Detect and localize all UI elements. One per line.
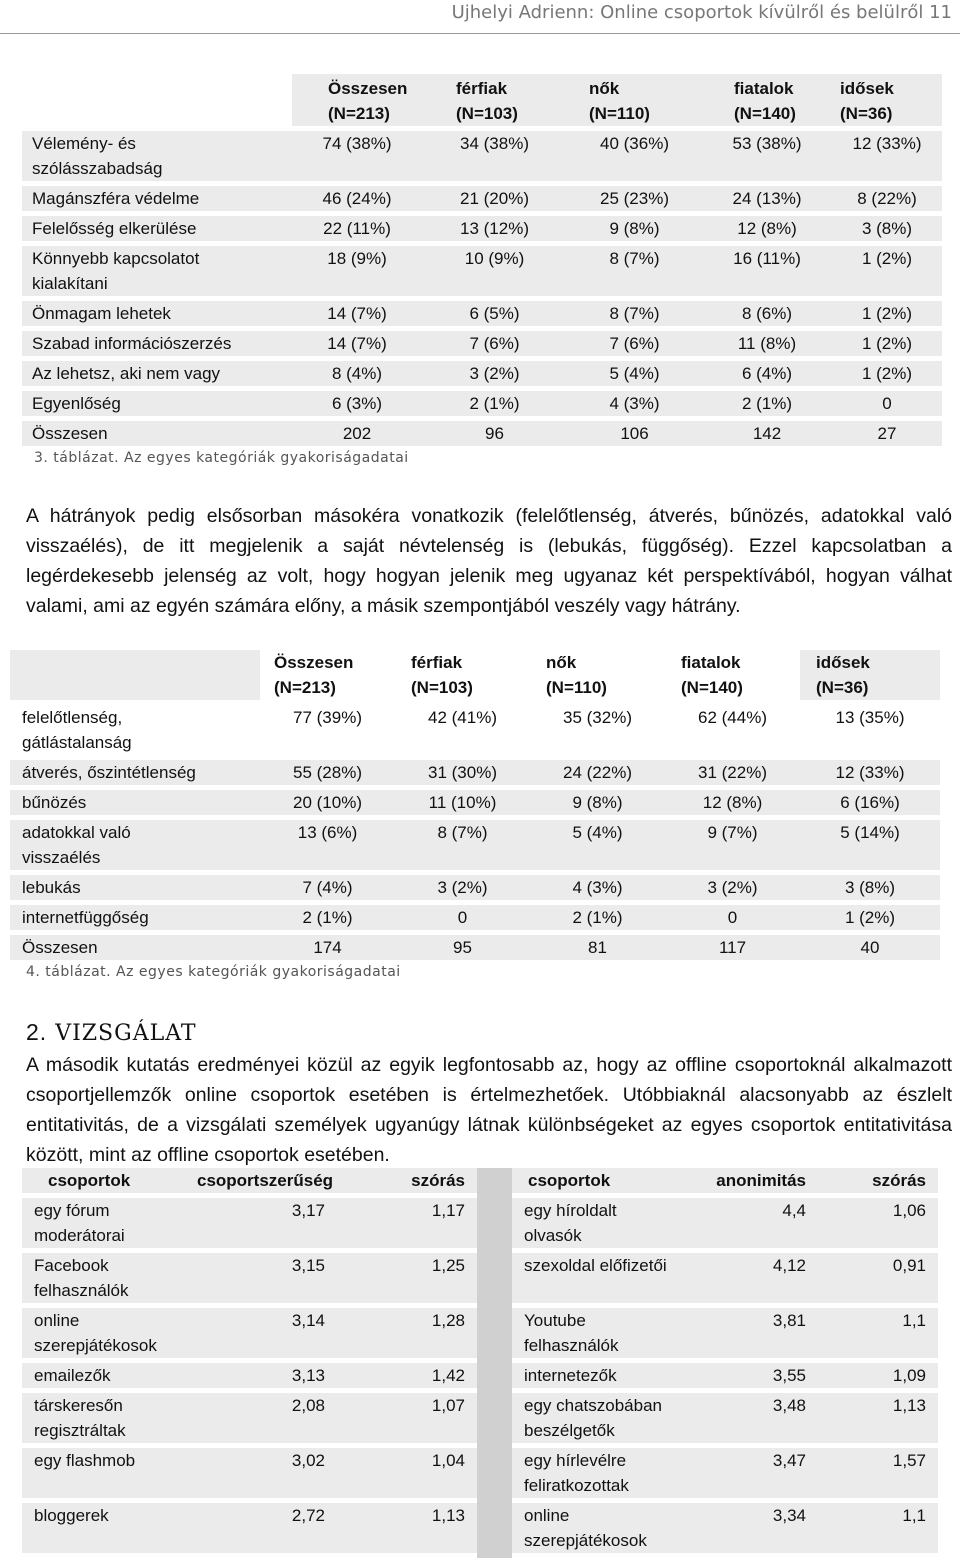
table-column-header: fiatalok (N=140) [702, 74, 832, 131]
table-column-header: csoportok [22, 1168, 197, 1198]
cell-value: 9 (8%) [567, 216, 702, 246]
table-row [10, 820, 940, 875]
row-label: Összesen [10, 935, 260, 965]
section-title: VIZSGÁLAT [55, 1021, 197, 1046]
table-column-header: férfiak (N=103) [422, 74, 567, 131]
sd-value: 1,17 [337, 1198, 477, 1253]
cohesion-value: 3,02 [197, 1448, 337, 1503]
cell-value: 1 (2%) [832, 301, 942, 331]
body-paragraph: A hátrányok pedig elsősorban másokéra vonatkozik (felelőtlenség, átverés, bűnözés, adatokkal való visszaélés), de itt megjelenik a saját névtelenség is (lebukás, függőség). Ezzel kapcsolatban a legérdekesebb jelenség az volt, hogy hogyan jelenik meg ugyanaz két perspektívából, hogyan válhat valami, ami az egyén számára előny, a másik szempontjából veszély vagy hátrány. [26, 505, 952, 617]
table-row [22, 216, 942, 246]
table-row [10, 875, 940, 905]
table-divider [477, 1448, 512, 1503]
table-row [22, 301, 942, 331]
row-label: Összesen [22, 421, 292, 451]
cell-value: 12 (8%) [702, 216, 832, 246]
table-caption: 4. táblázat. Az egyes kategóriák gyakoriságadatai [26, 964, 401, 980]
table-divider [477, 1393, 512, 1448]
cell-value: 31 (30%) [395, 760, 530, 790]
cell-value: 12 (33%) [832, 131, 942, 186]
group-name: Youtube felhasználók [512, 1308, 698, 1363]
group-name: egy chatszobában beszélgetők [512, 1393, 698, 1448]
table-advantages [22, 74, 942, 451]
cell-value: 7 (6%) [422, 331, 567, 361]
table-divider [477, 1308, 512, 1363]
table-row [10, 905, 940, 935]
group-name: online szerepjátékosok [512, 1503, 698, 1558]
row-label: Könnyebb kapcsolatot kialakítani [22, 246, 292, 301]
table-group-ratings [22, 1168, 938, 1558]
table-row [10, 790, 940, 820]
table-column-header: Összesen (N=213) [260, 650, 395, 705]
cohesion-value: 3,14 [197, 1308, 337, 1363]
cell-value: 81 [530, 935, 665, 965]
table-total-row [10, 935, 940, 965]
table-column-header: idősek (N=36) [832, 74, 942, 131]
cell-value: 13 (35%) [800, 705, 940, 760]
cell-value: 13 (6%) [260, 820, 395, 875]
cell-value: 2 (1%) [702, 391, 832, 421]
row-label: Önmagam lehetek [22, 301, 292, 331]
cell-value: 142 [702, 421, 832, 451]
cohesion-value: 2,08 [197, 1393, 337, 1448]
table-column-header: férfiak (N=103) [395, 650, 530, 705]
sd-value: 1,09 [818, 1363, 938, 1393]
sd-value: 1,57 [818, 1448, 938, 1503]
cell-value: 77 (39%) [260, 705, 395, 760]
row-label: internetfüggőség [10, 905, 260, 935]
table-row [22, 1253, 938, 1308]
cell-value: 35 (32%) [530, 705, 665, 760]
anonymity-value: 3,47 [698, 1448, 818, 1503]
cell-value: 5 (4%) [530, 820, 665, 875]
table-column-header: szórás [818, 1168, 938, 1198]
row-label: Felelősség elkerülése [22, 216, 292, 246]
row-label: Magánszféra védelme [22, 186, 292, 216]
row-label: Egyenlőség [22, 391, 292, 421]
table-row [22, 391, 942, 421]
cell-value: 14 (7%) [292, 301, 422, 331]
cell-value: 8 (7%) [567, 301, 702, 331]
cell-value: 8 (22%) [832, 186, 942, 216]
cell-value: 55 (28%) [260, 760, 395, 790]
cell-value: 6 (16%) [800, 790, 940, 820]
group-name: internetezők [512, 1363, 698, 1393]
table-column-header: anonimitás [698, 1168, 818, 1198]
cell-value: 20 (10%) [260, 790, 395, 820]
cell-value: 11 (8%) [702, 331, 832, 361]
cell-value: 8 (4%) [292, 361, 422, 391]
table-row [22, 1308, 938, 1363]
anonymity-value: 3,48 [698, 1393, 818, 1448]
cell-value: 11 (10%) [395, 790, 530, 820]
table-header-spacer [22, 74, 292, 131]
cell-value: 74 (38%) [292, 131, 422, 186]
table-column-header: csoportok [512, 1168, 698, 1198]
cell-value: 3 (2%) [665, 875, 800, 905]
cell-value: 2 (1%) [260, 905, 395, 935]
cell-value: 25 (23%) [567, 186, 702, 216]
group-name: társkeresőn regisztráltak [22, 1393, 197, 1448]
row-label: átverés, őszintétlenség [10, 760, 260, 790]
cell-value: 0 [395, 905, 530, 935]
table-row [22, 1448, 938, 1503]
table-row [22, 361, 942, 391]
row-label: bűnözés [10, 790, 260, 820]
sd-value: 1,04 [337, 1448, 477, 1503]
anonymity-value: 3,34 [698, 1503, 818, 1558]
cell-value: 42 (41%) [395, 705, 530, 760]
row-label: Szabad információszerzés [22, 331, 292, 361]
table-divider [477, 1253, 512, 1308]
cell-value: 96 [422, 421, 567, 451]
cell-value: 40 (36%) [567, 131, 702, 186]
cell-value: 6 (5%) [422, 301, 567, 331]
cell-value: 6 (3%) [292, 391, 422, 421]
table-divider [477, 1503, 512, 1558]
group-name: szexoldal előfizetői [512, 1253, 698, 1308]
table-divider [477, 1168, 512, 1198]
table-column-header: csoportszerűség [197, 1168, 337, 1198]
sd-value: 1,25 [337, 1253, 477, 1308]
group-name: emailezők [22, 1363, 197, 1393]
group-name: egy flashmob [22, 1448, 197, 1503]
cell-value: 3 (8%) [800, 875, 940, 905]
cohesion-value: 3,15 [197, 1253, 337, 1308]
row-label: adatokkal való visszaélés [10, 820, 260, 875]
row-label: Vélemény- és szólásszabadság [22, 131, 292, 186]
table-disadvantages [10, 650, 940, 965]
cell-value: 4 (3%) [530, 875, 665, 905]
cell-value: 9 (8%) [530, 790, 665, 820]
table-row [22, 186, 942, 216]
cell-value: 24 (13%) [702, 186, 832, 216]
cell-value: 3 (8%) [832, 216, 942, 246]
table-row [10, 760, 940, 790]
cell-value: 16 (11%) [702, 246, 832, 301]
table-column-header: szórás [337, 1168, 477, 1198]
cell-value: 95 [395, 935, 530, 965]
cell-value: 8 (7%) [567, 246, 702, 301]
sd-value: 1,06 [818, 1198, 938, 1253]
section-heading [26, 1019, 197, 1046]
cell-value: 1 (2%) [832, 246, 942, 301]
table-row [22, 131, 942, 186]
sd-value: 1,13 [337, 1503, 477, 1558]
sd-value: 1,13 [818, 1393, 938, 1448]
header-rule [0, 33, 960, 34]
table-column-header: idősek (N=36) [800, 650, 940, 705]
group-name: online szerepjátékosok [22, 1308, 197, 1363]
sd-value: 1,28 [337, 1308, 477, 1363]
cell-value: 10 (9%) [422, 246, 567, 301]
row-label: Az lehetsz, aki nem vagy [22, 361, 292, 391]
cell-value: 3 (2%) [395, 875, 530, 905]
cell-value: 27 [832, 421, 942, 451]
group-name: Facebook felhasználók [22, 1253, 197, 1308]
section-number: 2. [26, 1019, 48, 1045]
cell-value: 22 (11%) [292, 216, 422, 246]
cohesion-value: 3,13 [197, 1363, 337, 1393]
cell-value: 1 (2%) [832, 331, 942, 361]
row-label: felelőtlenség, gátlástalanság [10, 705, 260, 760]
cell-value: 40 [800, 935, 940, 965]
cell-value: 6 (4%) [702, 361, 832, 391]
row-label: lebukás [10, 875, 260, 905]
cell-value: 4 (3%) [567, 391, 702, 421]
cell-value: 7 (4%) [260, 875, 395, 905]
cell-value: 14 (7%) [292, 331, 422, 361]
cell-value: 2 (1%) [530, 905, 665, 935]
cell-value: 34 (38%) [422, 131, 567, 186]
group-name: bloggerek [22, 1503, 197, 1558]
table-row [22, 331, 942, 361]
cell-value: 13 (12%) [422, 216, 567, 246]
cell-value: 46 (24%) [292, 186, 422, 216]
cell-value: 5 (4%) [567, 361, 702, 391]
table-row [22, 1393, 938, 1448]
table-row [10, 705, 940, 760]
sd-value: 0,91 [818, 1253, 938, 1308]
cell-value: 53 (38%) [702, 131, 832, 186]
table-row [22, 246, 942, 301]
sd-value: 1,1 [818, 1308, 938, 1363]
cell-value: 8 (7%) [395, 820, 530, 875]
table-total-row [22, 421, 942, 451]
cell-value: 18 (9%) [292, 246, 422, 301]
group-name: egy hírlevélre feliratkozottak [512, 1448, 698, 1503]
cell-value: 3 (2%) [422, 361, 567, 391]
cell-value: 1 (2%) [800, 905, 940, 935]
group-name: egy híroldalt olvasók [512, 1198, 698, 1253]
cell-value: 2 (1%) [422, 391, 567, 421]
cell-value: 117 [665, 935, 800, 965]
sd-value: 1,07 [337, 1393, 477, 1448]
anonymity-value: 4,12 [698, 1253, 818, 1308]
cell-value: 7 (6%) [567, 331, 702, 361]
body-paragraph: A második kutatás eredményei közül az egyik legfontosabb az, hogy az offline csoportoknál alkalmazott csoportjellemzők online csoportok esetében is értelmezhetőek. Utóbbiaknál alacsonyabb az észlelt entitativitás, de a vizsgálati személyek ugyanúgy látnak különbségeket az egyes csoportok entitativitása között, mint az offline csoportok esetében. [26, 1054, 952, 1166]
cell-value: 62 (44%) [665, 705, 800, 760]
table-row [22, 1503, 938, 1558]
anonymity-value: 4,4 [698, 1198, 818, 1253]
anonymity-value: 3,55 [698, 1363, 818, 1393]
sd-value: 1,1 [818, 1503, 938, 1558]
table-column-header: nők (N=110) [530, 650, 665, 705]
table-column-header: Összesen (N=213) [292, 74, 422, 131]
table-header-spacer [10, 650, 260, 705]
cell-value: 9 (7%) [665, 820, 800, 875]
cell-value: 31 (22%) [665, 760, 800, 790]
cohesion-value: 3,17 [197, 1198, 337, 1253]
table-divider [477, 1363, 512, 1393]
table-column-header: nők (N=110) [567, 74, 702, 131]
cell-value: 8 (6%) [702, 301, 832, 331]
cell-value: 0 [665, 905, 800, 935]
table-caption: 3. táblázat. Az egyes kategóriák gyakoriságadatai [34, 450, 409, 466]
table-row [22, 1363, 938, 1393]
group-name: egy fórum moderátorai [22, 1198, 197, 1253]
running-header: Ujhelyi Adrienn: Online csoportok kívülről és belülről 11 [451, 2, 952, 23]
cell-value: 12 (8%) [665, 790, 800, 820]
table-column-header: fiatalok (N=140) [665, 650, 800, 705]
cell-value: 202 [292, 421, 422, 451]
cell-value: 1 (2%) [832, 361, 942, 391]
cell-value: 0 [832, 391, 942, 421]
sd-value: 1,42 [337, 1363, 477, 1393]
cohesion-value: 2,72 [197, 1503, 337, 1558]
cell-value: 106 [567, 421, 702, 451]
anonymity-value: 3,81 [698, 1308, 818, 1363]
cell-value: 174 [260, 935, 395, 965]
table-divider [477, 1198, 512, 1253]
cell-value: 21 (20%) [422, 186, 567, 216]
cell-value: 24 (22%) [530, 760, 665, 790]
cell-value: 12 (33%) [800, 760, 940, 790]
table-row [22, 1198, 938, 1253]
cell-value: 5 (14%) [800, 820, 940, 875]
